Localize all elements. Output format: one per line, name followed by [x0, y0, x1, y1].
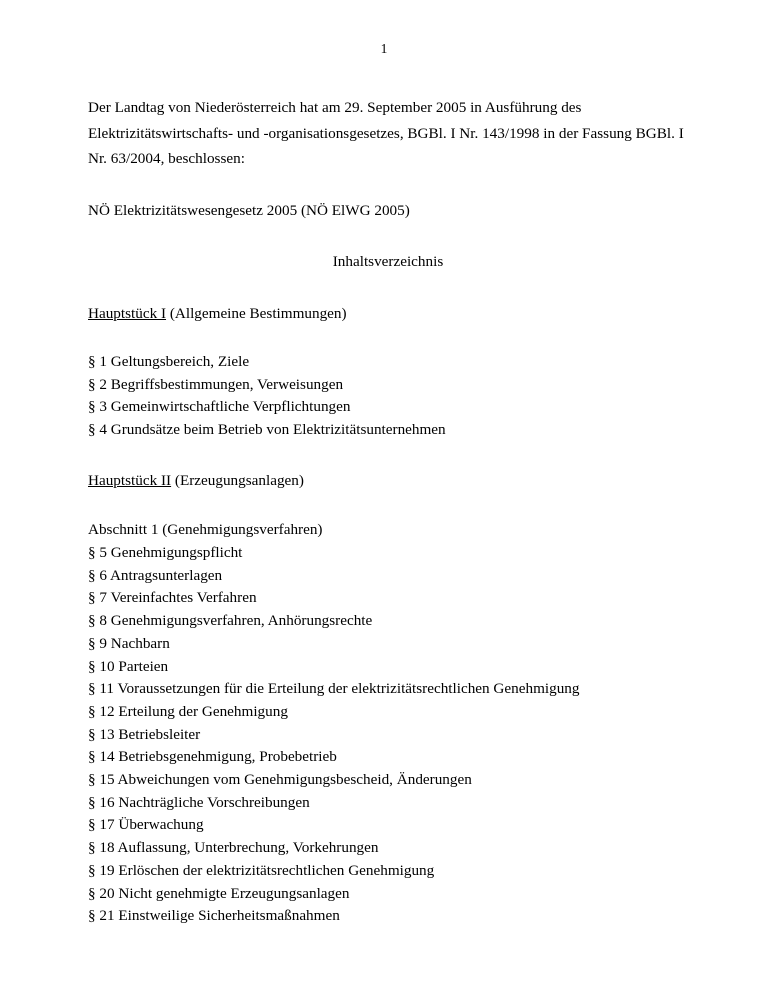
- list-item: § 19 Erlöschen der elektrizitätsrechtlichen Genehmigung: [88, 861, 435, 879]
- list-item: § 15 Abweichungen vom Genehmigungsbescheid, Änderungen: [88, 771, 472, 789]
- list-item: § 18 Auflassung, Unterbrechung, Vorkehrungen: [88, 839, 379, 857]
- subsection-heading: Abschnitt 1 (Genehmigungsverfahren): [88, 521, 323, 539]
- section-heading-2-label: Hauptstück II: [88, 471, 172, 489]
- section-heading-1: [88, 301, 688, 327]
- law-title: NÖ Elektrizitätswesengesetz 2005 (NÖ ElWG 2005): [88, 201, 410, 219]
- list-item: § 8 Genehmigungsverfahren, Anhörungsrechte: [88, 612, 373, 630]
- list-item: § 11 Voraussetzungen für die Erteilung der elektrizitätsrechtlichen Genehmigung: [88, 680, 580, 698]
- intro-paragraph: Der Landtag von Niederösterreich hat am 29. September 2005 in Ausführung des Elektrizitätswirtschafts- und -organisationsgesetzes, BGBl. I Nr. 143/1998 in der Fassung BGBl. I Nr. 63/2004, beschlossen:: [88, 99, 684, 167]
- spacer: [88, 442, 688, 468]
- page-number: 1: [380, 41, 388, 56]
- spacer: [88, 326, 688, 351]
- list-item: § 1 Geltungsbereich, Ziele: [88, 353, 250, 370]
- list-item: § 2 Begriffsbestimmungen, Verweisungen: [88, 375, 344, 393]
- toc-heading: Inhaltsverzeichnis: [332, 253, 444, 270]
- section-heading-1-label: Hauptstück I: [88, 304, 167, 322]
- list-item: § 21 Einstweilige Sicherheitsmaßnahmen: [88, 907, 340, 925]
- list-item: § 12 Erteilung der Genehmigung: [88, 702, 288, 720]
- list-item: § 7 Vereinfachtes Verfahren: [88, 589, 257, 607]
- spacer: [88, 172, 688, 198]
- spacer: [88, 275, 688, 301]
- page-content: [88, 95, 688, 928]
- section-heading-2-suffix: (Erzeugungsanlagen): [171, 471, 304, 489]
- list-item: § 9 Nachbarn: [88, 634, 170, 652]
- list-item: § 5 Genehmigungspflicht: [88, 544, 243, 562]
- list-item: § 10 Parteien: [88, 657, 169, 675]
- list-item: § 17 Überwachung: [88, 816, 204, 834]
- list-item: § 6 Antragsunterlagen: [88, 566, 223, 584]
- spacer: [88, 493, 688, 519]
- section-heading-1-suffix: (Allgemeine Bestimmungen): [166, 304, 347, 322]
- list-item: § 13 Betriebsleiter: [88, 725, 201, 743]
- list-item: § 20 Nicht genehmigte Erzeugungsanlagen: [88, 884, 350, 902]
- list-item: § 4 Grundsätze beim Betrieb von Elektrizitätsunternehmen: [88, 421, 446, 439]
- section-heading-2: [88, 468, 688, 494]
- section-1-item-list: [88, 351, 688, 442]
- section-2-item-list: [88, 542, 688, 928]
- list-item: § 16 Nachträgliche Vorschreibungen: [88, 793, 310, 811]
- list-item: § 3 Gemeinwirtschaftliche Verpflichtungen: [88, 398, 351, 416]
- list-item: § 14 Betriebsgenehmigung, Probebetrieb: [88, 748, 337, 766]
- spacer: [88, 223, 688, 249]
